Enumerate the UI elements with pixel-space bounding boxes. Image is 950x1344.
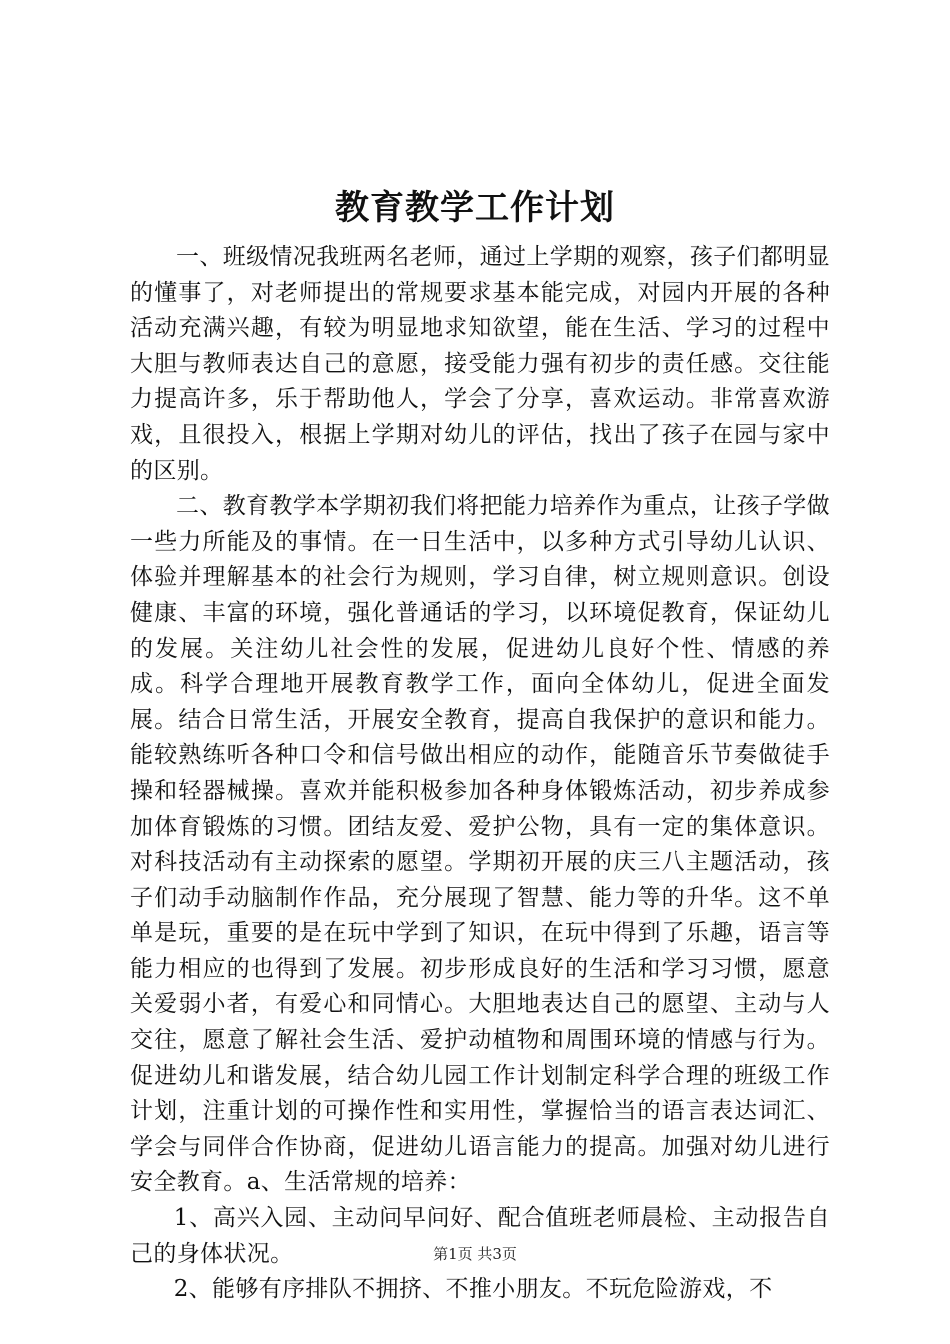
document-body (130, 240, 830, 1308)
document-title: 教育教学工作计划 (335, 188, 615, 228)
paragraph-item-2: 2、能够有序排队不拥挤、不推小朋友。不玩危险游戏，不 (173, 1276, 773, 1303)
paragraph-item-1: 1、高兴入园、主动问早问好、配合值班老师晨检、主动报告自己的身体状况。 (130, 1205, 830, 1267)
page-number-footer: 第1页 共3页 (433, 1245, 517, 1263)
paragraph-teaching: 二、教育教学本学期初我们将把能力培养作为重点，让孩子学做一些力所能及的事情。在一日生活中，以多种方式引导幼儿认识、体验并理解基本的社会行为规则，学习自律，树立规则意识。创设健康、丰富的环境，强化普通话的学习，以环境促教育，保证幼儿的发展。关注幼儿社会性的发展，促进幼儿良好个性、情感的养成。科学合理地开展教育教学工作，面向全体幼儿，促进全面发展。结合日常生活，开展安全教育，提高自我保护的意识和能力。能较熟练听各种口令和信号做出相应的动作，能随音乐节奏做徒手操和轻器械操。喜欢并能积极参加各种身体锻炼活动，初步养成参加体育锻炼的习惯。团结友爱、爱护公物，具有一定的集体意识。对科技活动有主动探索的愿望。学期初开展的庆三八主题活动，孩子们动手动脑制作作品，充分展现了智慧、能力等的升华。这不单单是玩，重要的是在玩中学到了知识，在玩中得到了乐趣，语言等能力相应的也得到了发展。初步形成良好的生活和学习习惯，愿意关爱弱小者，有爱心和同情心。大胆地表达自己的愿望、主动与人交往，愿意了解社会生活、爱护动植物和周围环境的情感与行为。促进幼儿和谐发展，结合幼儿园工作计划制定科学合理的班级工作计划，注重计划的可操作性和实用性，掌握恰当的语言表达词汇、学会与同伴合作协商，促进幼儿语言能力的提高。加强对幼儿进行安全教育。a、生活常规的培养： (130, 493, 830, 1196)
paragraph-class-situation: 一、班级情况我班两名老师，通过上学期的观察，孩子们都明显的懂事了，对老师提出的常规要求基本能完成，对园内开展的各种活动充满兴趣，有较为明显地求知欲望，能在生活、学习的过程中大胆与教师表达自己的意愿，接受能力强有初步的责任感。交往能力提高许多，乐于帮助他人，学会了分享，喜欢运动。非常喜欢游戏，且很投入，根据上学期对幼儿的评估，找出了孩子在园与家中的区别。 (130, 244, 830, 484)
